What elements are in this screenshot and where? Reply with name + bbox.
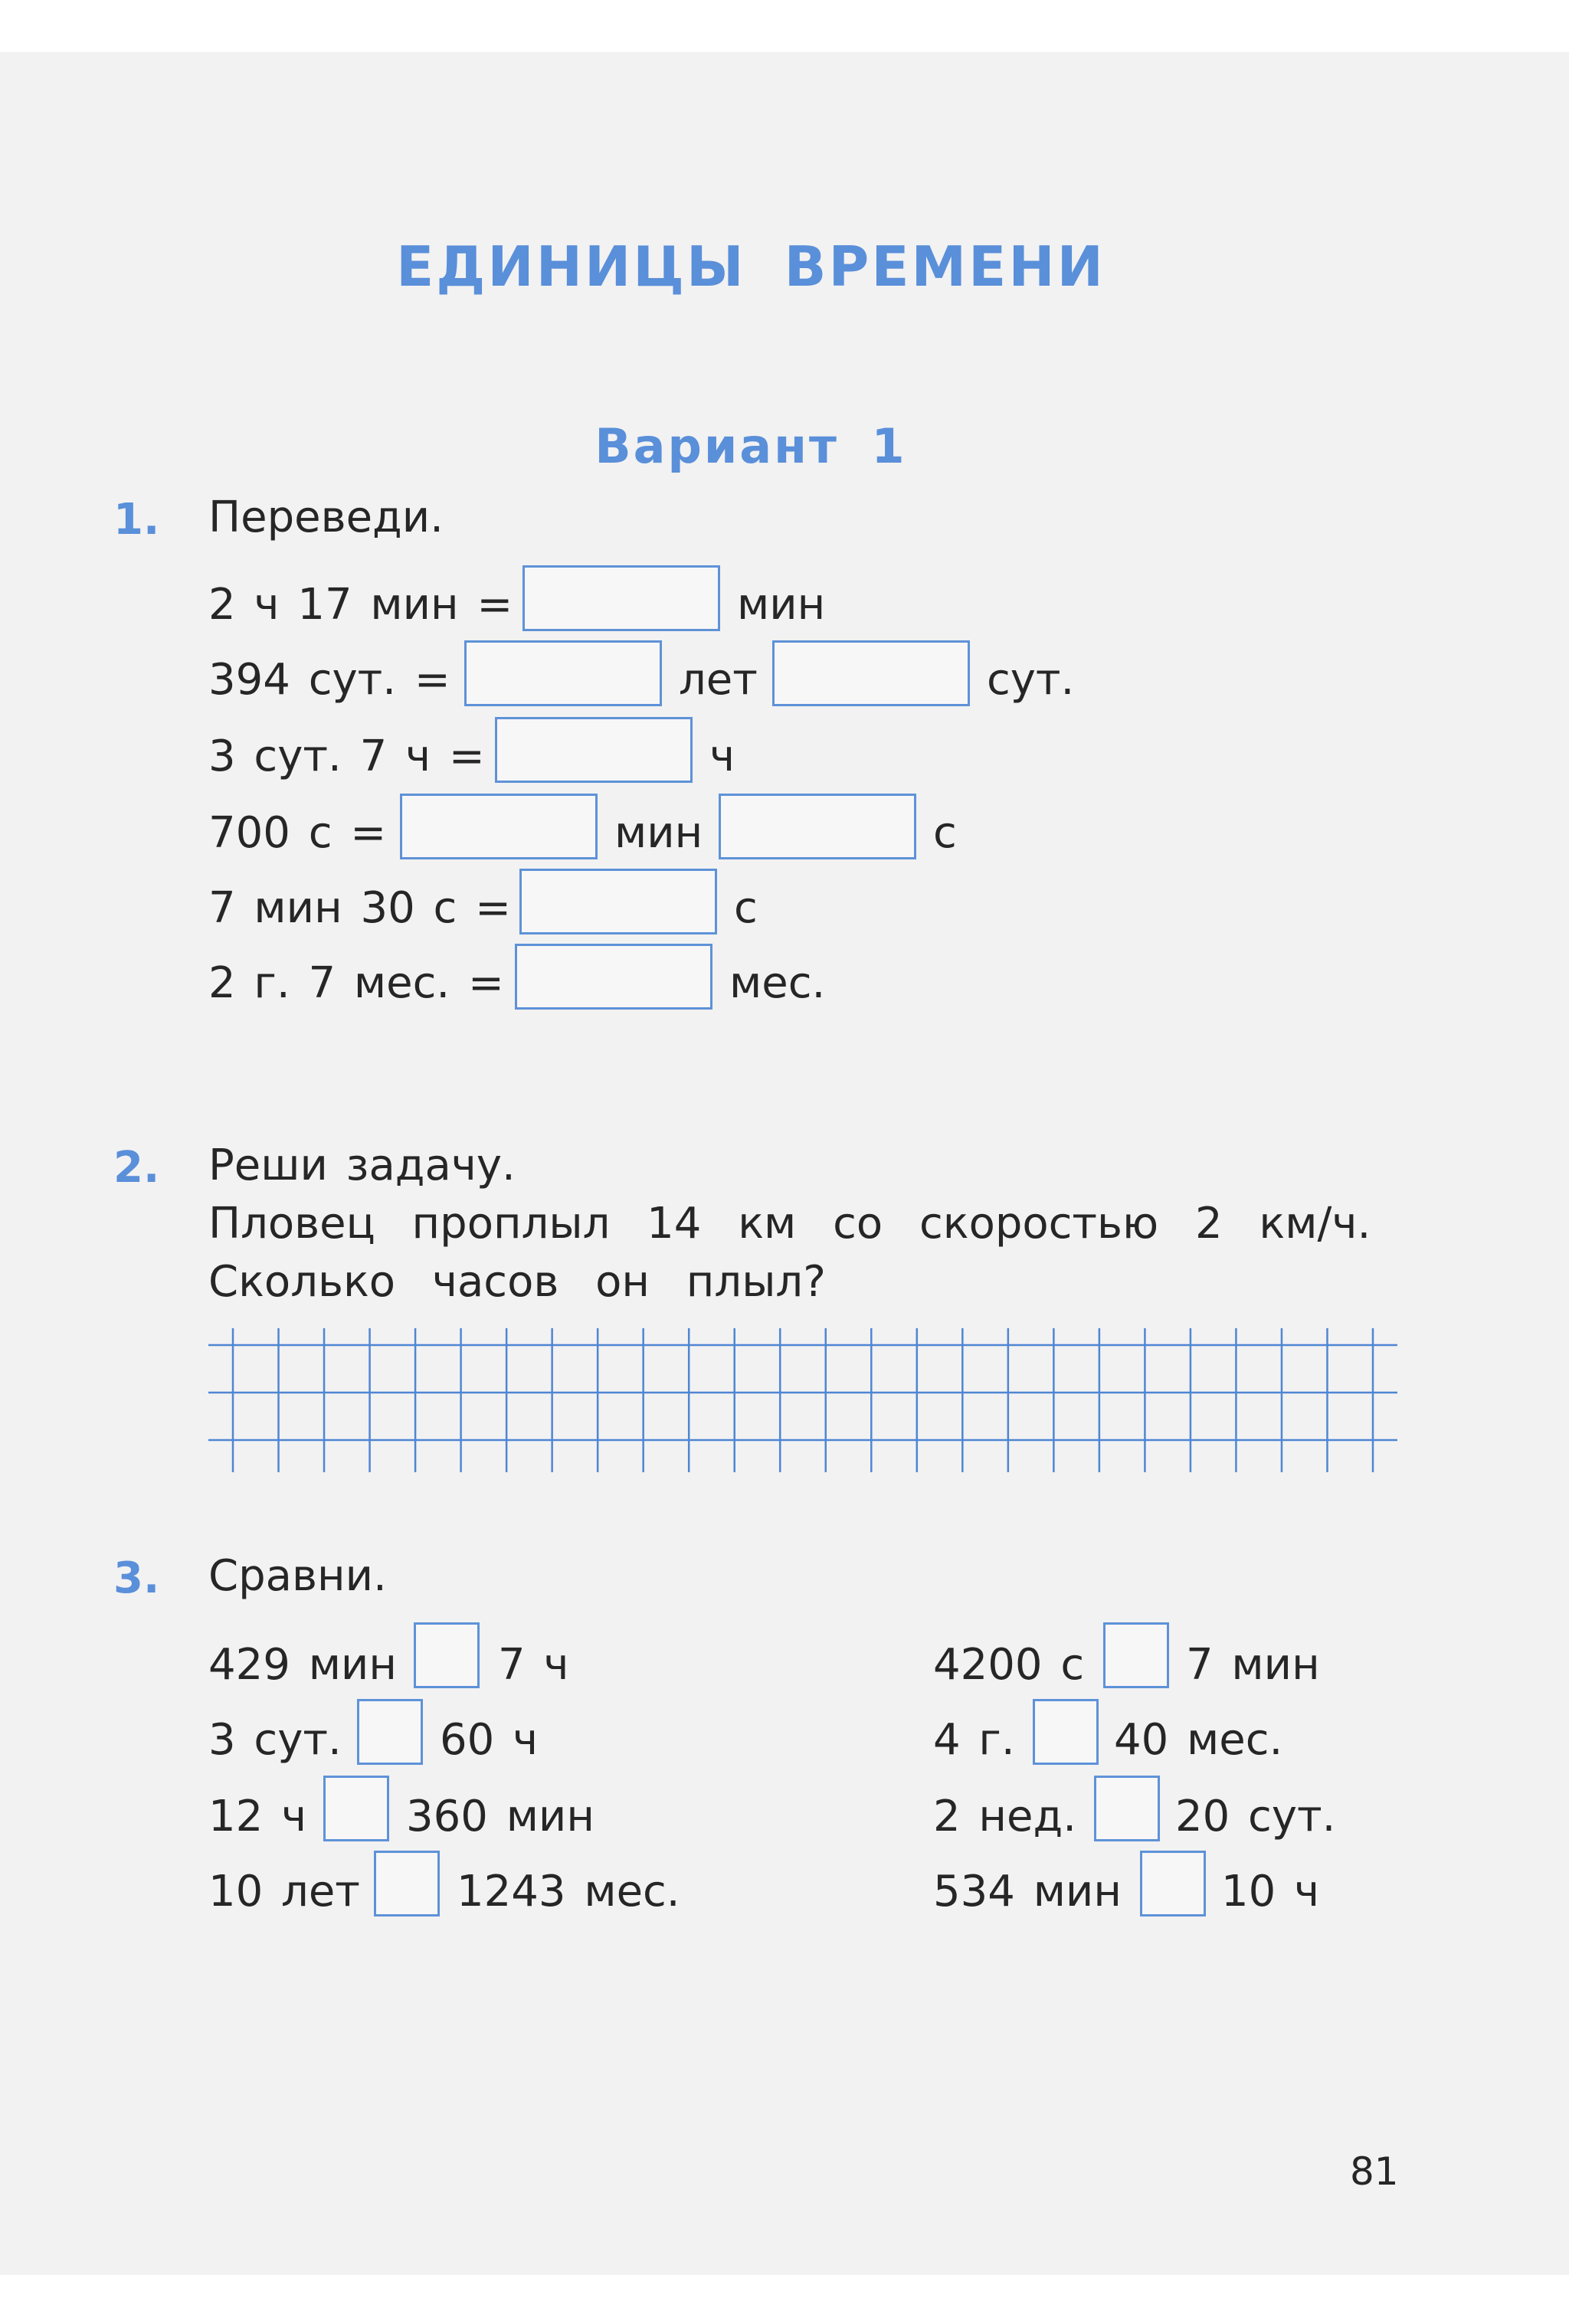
problem-question: Сколько часов он плыл? (208, 1257, 826, 1307)
compare-left-value: 429 мин (208, 1640, 397, 1690)
conversion-expression: 2 ч 17 мин = (208, 580, 513, 630)
unit-label: с (734, 883, 758, 933)
compare-right-value: 40 мес. (1114, 1715, 1283, 1765)
task-number: 1. (113, 495, 160, 545)
answer-box[interactable] (519, 869, 717, 935)
unit-label: с (933, 808, 957, 858)
page-sheet (0, 52, 1569, 2275)
unit-label: ч (709, 732, 735, 781)
page-number: 81 (1350, 2149, 1399, 2194)
compare-box[interactable] (1103, 1622, 1169, 1688)
answer-box[interactable] (515, 944, 712, 1010)
compare-right-value: 10 ч (1221, 1867, 1320, 1916)
answer-box[interactable] (772, 640, 970, 706)
compare-right-value: 1243 мес. (457, 1867, 680, 1916)
unit-label: лет (679, 655, 758, 705)
answer-box[interactable] (495, 717, 693, 783)
compare-box[interactable] (357, 1699, 423, 1765)
compare-box[interactable] (323, 1776, 389, 1841)
conversion-expression: 394 сут. = (208, 655, 450, 705)
conversion-expression: 3 сут. 7 ч = (208, 732, 485, 781)
compare-left-value: 3 сут. (208, 1715, 342, 1765)
task-instruction: Переведи. (208, 493, 444, 542)
answer-box[interactable] (719, 794, 916, 859)
unit-label: мес. (729, 958, 826, 1008)
compare-left-value: 4200 с (933, 1640, 1085, 1690)
compare-left-value: 534 мин (933, 1867, 1122, 1916)
compare-left-value: 10 лет (208, 1867, 360, 1916)
compare-box[interactable] (1140, 1851, 1206, 1916)
compare-box[interactable] (374, 1851, 440, 1916)
problem-text: Пловец проплыл 14 км со скоростью 2 км/ч. (208, 1199, 1371, 1249)
unit-label: сут. (987, 655, 1075, 705)
page-title: ЕДИНИЦЫ ВРЕМЕНИ (396, 234, 1106, 299)
compare-box[interactable] (1094, 1776, 1160, 1841)
task-instruction: Сравни. (208, 1551, 387, 1601)
compare-left-value: 4 г. (933, 1715, 1015, 1765)
variant-heading: Вариант 1 (595, 418, 907, 474)
compare-left-value: 12 ч (208, 1792, 307, 1841)
compare-right-value: 360 мин (406, 1792, 595, 1841)
answer-grid[interactable] (208, 1328, 1397, 1481)
compare-right-value: 7 ч (498, 1640, 569, 1690)
task-number: 3. (113, 1553, 160, 1603)
compare-box[interactable] (414, 1622, 480, 1688)
compare-right-value: 60 ч (440, 1715, 539, 1765)
unit-label: мин (614, 808, 703, 858)
compare-left-value: 2 нед. (933, 1792, 1077, 1841)
grid-lines (208, 1328, 1397, 1481)
compare-right-value: 7 мин (1186, 1640, 1320, 1690)
task-instruction: Реши задачу. (208, 1141, 516, 1190)
compare-box[interactable] (1033, 1699, 1099, 1765)
task-number: 2. (113, 1143, 160, 1193)
conversion-expression: 700 с = (208, 808, 387, 858)
conversion-expression: 2 г. 7 мес. = (208, 958, 504, 1008)
conversion-expression: 7 мин 30 с = (208, 883, 512, 933)
answer-box[interactable] (464, 640, 662, 706)
answer-box[interactable] (400, 794, 598, 859)
answer-box[interactable] (522, 565, 720, 631)
compare-right-value: 20 сут. (1175, 1792, 1336, 1841)
unit-label: мин (737, 580, 826, 630)
